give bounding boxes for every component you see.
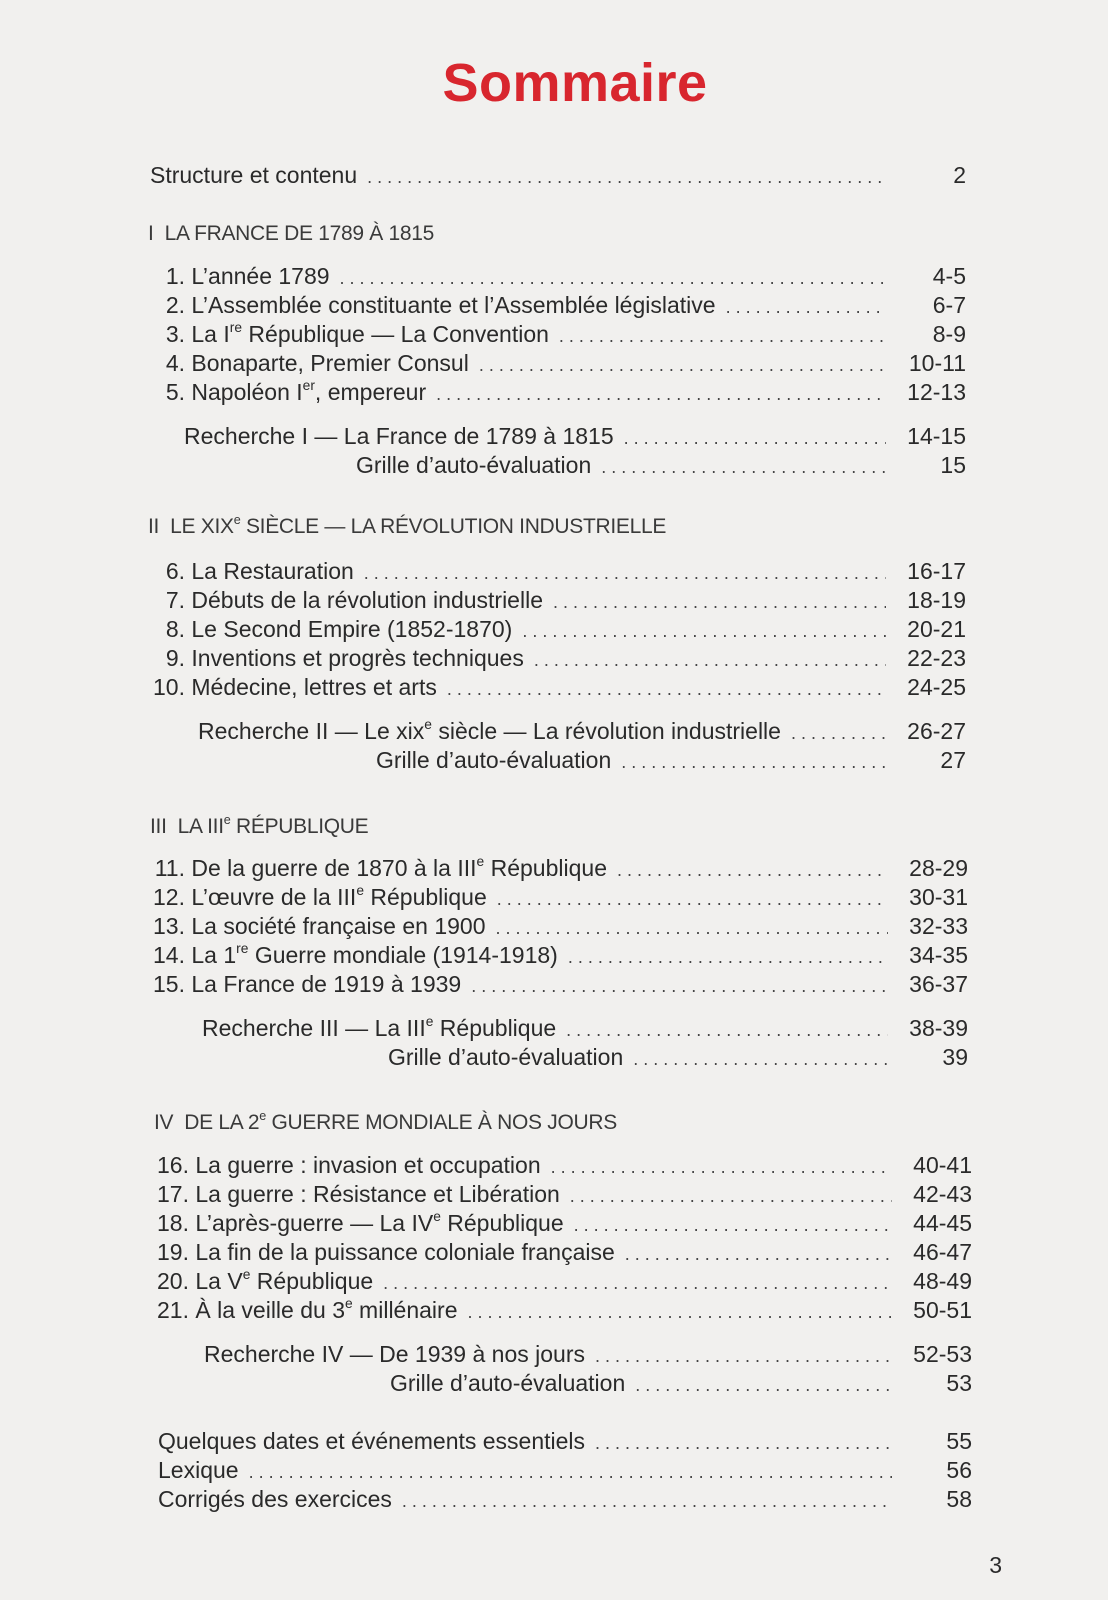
dot-leader bbox=[436, 379, 886, 409]
toc-entry-label: La Ve République bbox=[195, 1266, 374, 1294]
grid-label: Grille d’auto-évaluation bbox=[356, 452, 592, 478]
entry-number: 13. bbox=[153, 913, 185, 939]
grid-page: 15 bbox=[940, 452, 966, 478]
entry-number: 21. bbox=[157, 1297, 189, 1323]
toc-entry-14[interactable] bbox=[150, 940, 968, 970]
dot-leader bbox=[570, 1181, 892, 1211]
grid-entry-1[interactable] bbox=[356, 450, 966, 480]
toc-entry-page: 18-19 bbox=[907, 587, 966, 613]
toc-entry-page: 40-41 bbox=[913, 1152, 972, 1178]
toc-entry-18[interactable] bbox=[154, 1208, 972, 1238]
toc-entry-label: L’œuvre de la IIIe République bbox=[191, 882, 487, 910]
dot-leader bbox=[551, 1152, 892, 1182]
dot-leader bbox=[726, 292, 886, 322]
dot-leader bbox=[495, 913, 888, 943]
dot-leader bbox=[534, 645, 886, 675]
toc-entry-20[interactable] bbox=[154, 1266, 972, 1296]
entry-number: 3. bbox=[165, 321, 185, 347]
dot-leader bbox=[621, 747, 886, 777]
toc-entry-19[interactable] bbox=[154, 1237, 972, 1267]
entry-number: 7. bbox=[165, 587, 185, 613]
dot-leader bbox=[468, 1297, 893, 1327]
dot-leader bbox=[559, 321, 886, 351]
toc-entry-page: 30-31 bbox=[909, 884, 968, 910]
page-number: 3 bbox=[989, 1552, 1002, 1578]
toc-entry-lexique[interactable] bbox=[158, 1455, 972, 1485]
toc-entry-9[interactable] bbox=[150, 643, 966, 673]
entry-number: 14. bbox=[153, 942, 185, 968]
toc-entry-page: 20-21 bbox=[907, 616, 966, 642]
research-entry-2[interactable] bbox=[198, 716, 966, 746]
entry-number: 18. bbox=[157, 1210, 189, 1236]
toc-entry-label: Corrigés des exercices bbox=[158, 1486, 392, 1512]
toc-entry-label: Quelques dates et événements essentiels bbox=[158, 1428, 586, 1454]
toc-entry-label: Bonaparte, Premier Consul bbox=[191, 350, 469, 376]
toc-entry-page: 4-5 bbox=[932, 263, 966, 289]
toc-entry-page: 42-43 bbox=[913, 1181, 972, 1207]
dot-leader bbox=[574, 1210, 892, 1240]
toc-entry-6[interactable] bbox=[150, 556, 966, 586]
toc-entry-label: L’Assemblée constituante et l’Assemblée législative bbox=[191, 292, 716, 318]
toc-entry-3[interactable] bbox=[150, 319, 966, 349]
grid-entry-3[interactable] bbox=[388, 1042, 968, 1072]
research-page: 38-39 bbox=[909, 1015, 968, 1041]
dot-leader bbox=[364, 558, 886, 588]
dot-leader bbox=[367, 162, 886, 192]
research-entry-3[interactable] bbox=[202, 1013, 968, 1043]
research-label: Recherche II — Le xix$^e$ siècle — La révolution industrielle bbox=[198, 716, 781, 744]
entry-number: 8. bbox=[165, 616, 185, 642]
dot-leader bbox=[402, 1486, 892, 1516]
entry-number: 6. bbox=[165, 558, 185, 584]
dot-leader bbox=[625, 1239, 892, 1269]
toc-entry-label: Médecine, lettres et arts bbox=[191, 674, 437, 700]
research-entry-4[interactable] bbox=[204, 1339, 972, 1369]
toc-entry-corriges[interactable] bbox=[158, 1484, 972, 1514]
grid-page: 27 bbox=[940, 747, 966, 773]
entry-number: 4. bbox=[165, 350, 185, 376]
toc-entry-label: La société française en 1900 bbox=[191, 913, 486, 939]
grid-label: Grille d’auto-évaluation bbox=[388, 1044, 624, 1070]
toc-entry-page: 8-9 bbox=[932, 321, 966, 347]
toc-entry-5[interactable] bbox=[150, 377, 966, 407]
toc-entry-label: La guerre : Résistance et Libération bbox=[195, 1181, 560, 1207]
grid-entry-4[interactable] bbox=[390, 1368, 972, 1398]
dot-leader bbox=[595, 1341, 892, 1371]
toc-entry-page: 50-51 bbox=[913, 1297, 972, 1323]
research-label: Recherche IV — De 1939 à nos jours bbox=[204, 1341, 585, 1367]
toc-entry-16[interactable] bbox=[154, 1150, 972, 1180]
dot-leader bbox=[601, 452, 886, 482]
research-page: 52-53 bbox=[913, 1341, 972, 1367]
research-page: 26-27 bbox=[907, 718, 966, 744]
toc-entry-label: L’année 1789 bbox=[191, 263, 330, 289]
entry-number: 11. bbox=[154, 855, 185, 881]
dot-leader bbox=[595, 1428, 892, 1458]
research-label: Recherche III — La IIIe République bbox=[202, 1013, 557, 1041]
toc-entry-8[interactable] bbox=[150, 614, 966, 644]
dot-leader bbox=[566, 1015, 888, 1045]
dot-leader bbox=[568, 942, 888, 972]
toc-entry-label: La Restauration bbox=[191, 558, 354, 584]
entry-number: 12. bbox=[153, 884, 185, 910]
toc-entry-page: 56 bbox=[946, 1457, 972, 1483]
toc-entry-page: 34-35 bbox=[909, 942, 968, 968]
toc-entry-page: 46-47 bbox=[913, 1239, 972, 1265]
entry-number: 5. bbox=[165, 379, 185, 405]
grid-label: Grille d’auto-évaluation bbox=[390, 1370, 626, 1396]
toc-entry-page: 48-49 bbox=[913, 1268, 972, 1294]
dot-leader bbox=[471, 971, 888, 1001]
entry-number: 10. bbox=[153, 674, 185, 700]
toc-entry-page: 22-23 bbox=[907, 645, 966, 671]
toc-entry-intro[interactable] bbox=[150, 160, 966, 190]
toc-entry-label: La Ire République — La Convention bbox=[191, 319, 549, 347]
dot-leader bbox=[635, 1370, 892, 1400]
toc-entry-4[interactable] bbox=[150, 348, 966, 378]
toc-entry-17[interactable] bbox=[154, 1179, 972, 1209]
research-label: Recherche I — La France de 1789 à 1815 bbox=[184, 423, 614, 449]
entry-number: 1. bbox=[165, 263, 185, 289]
entry-number: 20. bbox=[157, 1268, 189, 1294]
toc-entry-page: 44-45 bbox=[913, 1210, 972, 1236]
section-heading-4: IV DE LA 2e GUERRE MONDIALE À NOS JOURS bbox=[154, 1108, 617, 1134]
toc-entry-label: Inventions et progrès techniques bbox=[191, 645, 524, 671]
page-title: Sommaire bbox=[442, 53, 708, 113]
grid-label: Grille d’auto-évaluation bbox=[376, 747, 612, 773]
toc-entry-label: À la veille du 3e millénaire bbox=[195, 1295, 458, 1323]
grid-entry-2[interactable] bbox=[376, 745, 966, 775]
dot-leader bbox=[553, 587, 886, 617]
entry-number: 19. bbox=[157, 1239, 189, 1265]
toc-entry-label: Le Second Empire (1852-1870) bbox=[191, 616, 513, 642]
dot-leader bbox=[791, 718, 886, 748]
entry-number: 16. bbox=[157, 1152, 189, 1178]
dot-leader bbox=[633, 1044, 888, 1074]
entry-number: 17. bbox=[157, 1181, 189, 1207]
research-page: 14-15 bbox=[907, 423, 966, 449]
dot-leader bbox=[522, 616, 886, 646]
entry-number: 15. bbox=[153, 971, 185, 997]
toc-entry-label: La 1re Guerre mondiale (1914-1918) bbox=[191, 940, 558, 968]
dot-leader bbox=[617, 855, 888, 885]
toc-entry-15[interactable] bbox=[150, 969, 968, 999]
research-entry-1[interactable] bbox=[184, 421, 966, 451]
toc-entry-label: Lexique bbox=[158, 1457, 239, 1483]
section-heading-1: I LA FRANCE DE 1789 À 1815 bbox=[148, 222, 435, 245]
toc-entry-10[interactable] bbox=[150, 672, 966, 702]
toc-entry-page: 58 bbox=[946, 1486, 972, 1512]
entry-number: 9. bbox=[165, 645, 185, 671]
toc-entry-page: 24-25 bbox=[907, 674, 966, 700]
toc-entry-page: 12-13 bbox=[907, 379, 966, 405]
toc-entry-dates[interactable] bbox=[158, 1426, 972, 1456]
grid-page: 39 bbox=[942, 1044, 968, 1070]
toc-entry-page: 10-11 bbox=[908, 350, 966, 376]
toc-entry-page: 6-7 bbox=[932, 292, 966, 318]
toc-entry-page: 28-29 bbox=[909, 855, 968, 881]
toc-entry-label: La fin de la puissance coloniale française bbox=[195, 1239, 615, 1265]
toc-entry-label: La France de 1919 à 1939 bbox=[191, 971, 462, 997]
section-heading-2: II LE XIXe SIÈCLE — LA RÉVOLUTION INDUSTRIELLE bbox=[148, 512, 667, 538]
toc-entry-label: De la guerre de 1870 à la IIIe République bbox=[191, 853, 607, 881]
toc-entry-label: Napoléon Ier, empereur bbox=[191, 377, 427, 405]
section-heading-3: III LA IIIe RÉPUBLIQUE bbox=[150, 812, 369, 838]
dot-leader bbox=[249, 1457, 892, 1487]
dot-leader bbox=[497, 884, 888, 914]
dot-leader bbox=[340, 263, 886, 293]
toc-entry-7[interactable] bbox=[150, 585, 966, 615]
toc-entry-label: Débuts de la révolution industrielle bbox=[191, 587, 543, 613]
toc-entry-label: La guerre : invasion et occupation bbox=[195, 1152, 541, 1178]
dot-leader bbox=[624, 423, 886, 453]
toc-entry-page: 32-33 bbox=[909, 913, 968, 939]
toc-entry-1[interactable] bbox=[150, 261, 966, 291]
toc-entry-label: Structure et contenu bbox=[150, 162, 358, 188]
toc-entry-2[interactable] bbox=[150, 290, 966, 320]
toc-entry-11[interactable] bbox=[150, 853, 968, 883]
dot-leader bbox=[447, 674, 886, 704]
dot-leader bbox=[479, 350, 886, 380]
toc-entry-21[interactable] bbox=[154, 1295, 972, 1325]
toc-entry-12[interactable] bbox=[150, 882, 968, 912]
toc-entry-page: 55 bbox=[946, 1428, 972, 1454]
grid-page: 53 bbox=[946, 1370, 972, 1396]
dot-leader bbox=[383, 1268, 892, 1298]
toc-entry-page: 16-17 bbox=[907, 558, 966, 584]
toc-entry-label: L’après-guerre — La IVe République bbox=[195, 1208, 564, 1236]
toc-entry-page: 2 bbox=[953, 162, 966, 188]
toc-entry-page: 36-37 bbox=[909, 971, 968, 997]
entry-number: 2. bbox=[165, 292, 185, 318]
toc-entry-13[interactable] bbox=[150, 911, 968, 941]
